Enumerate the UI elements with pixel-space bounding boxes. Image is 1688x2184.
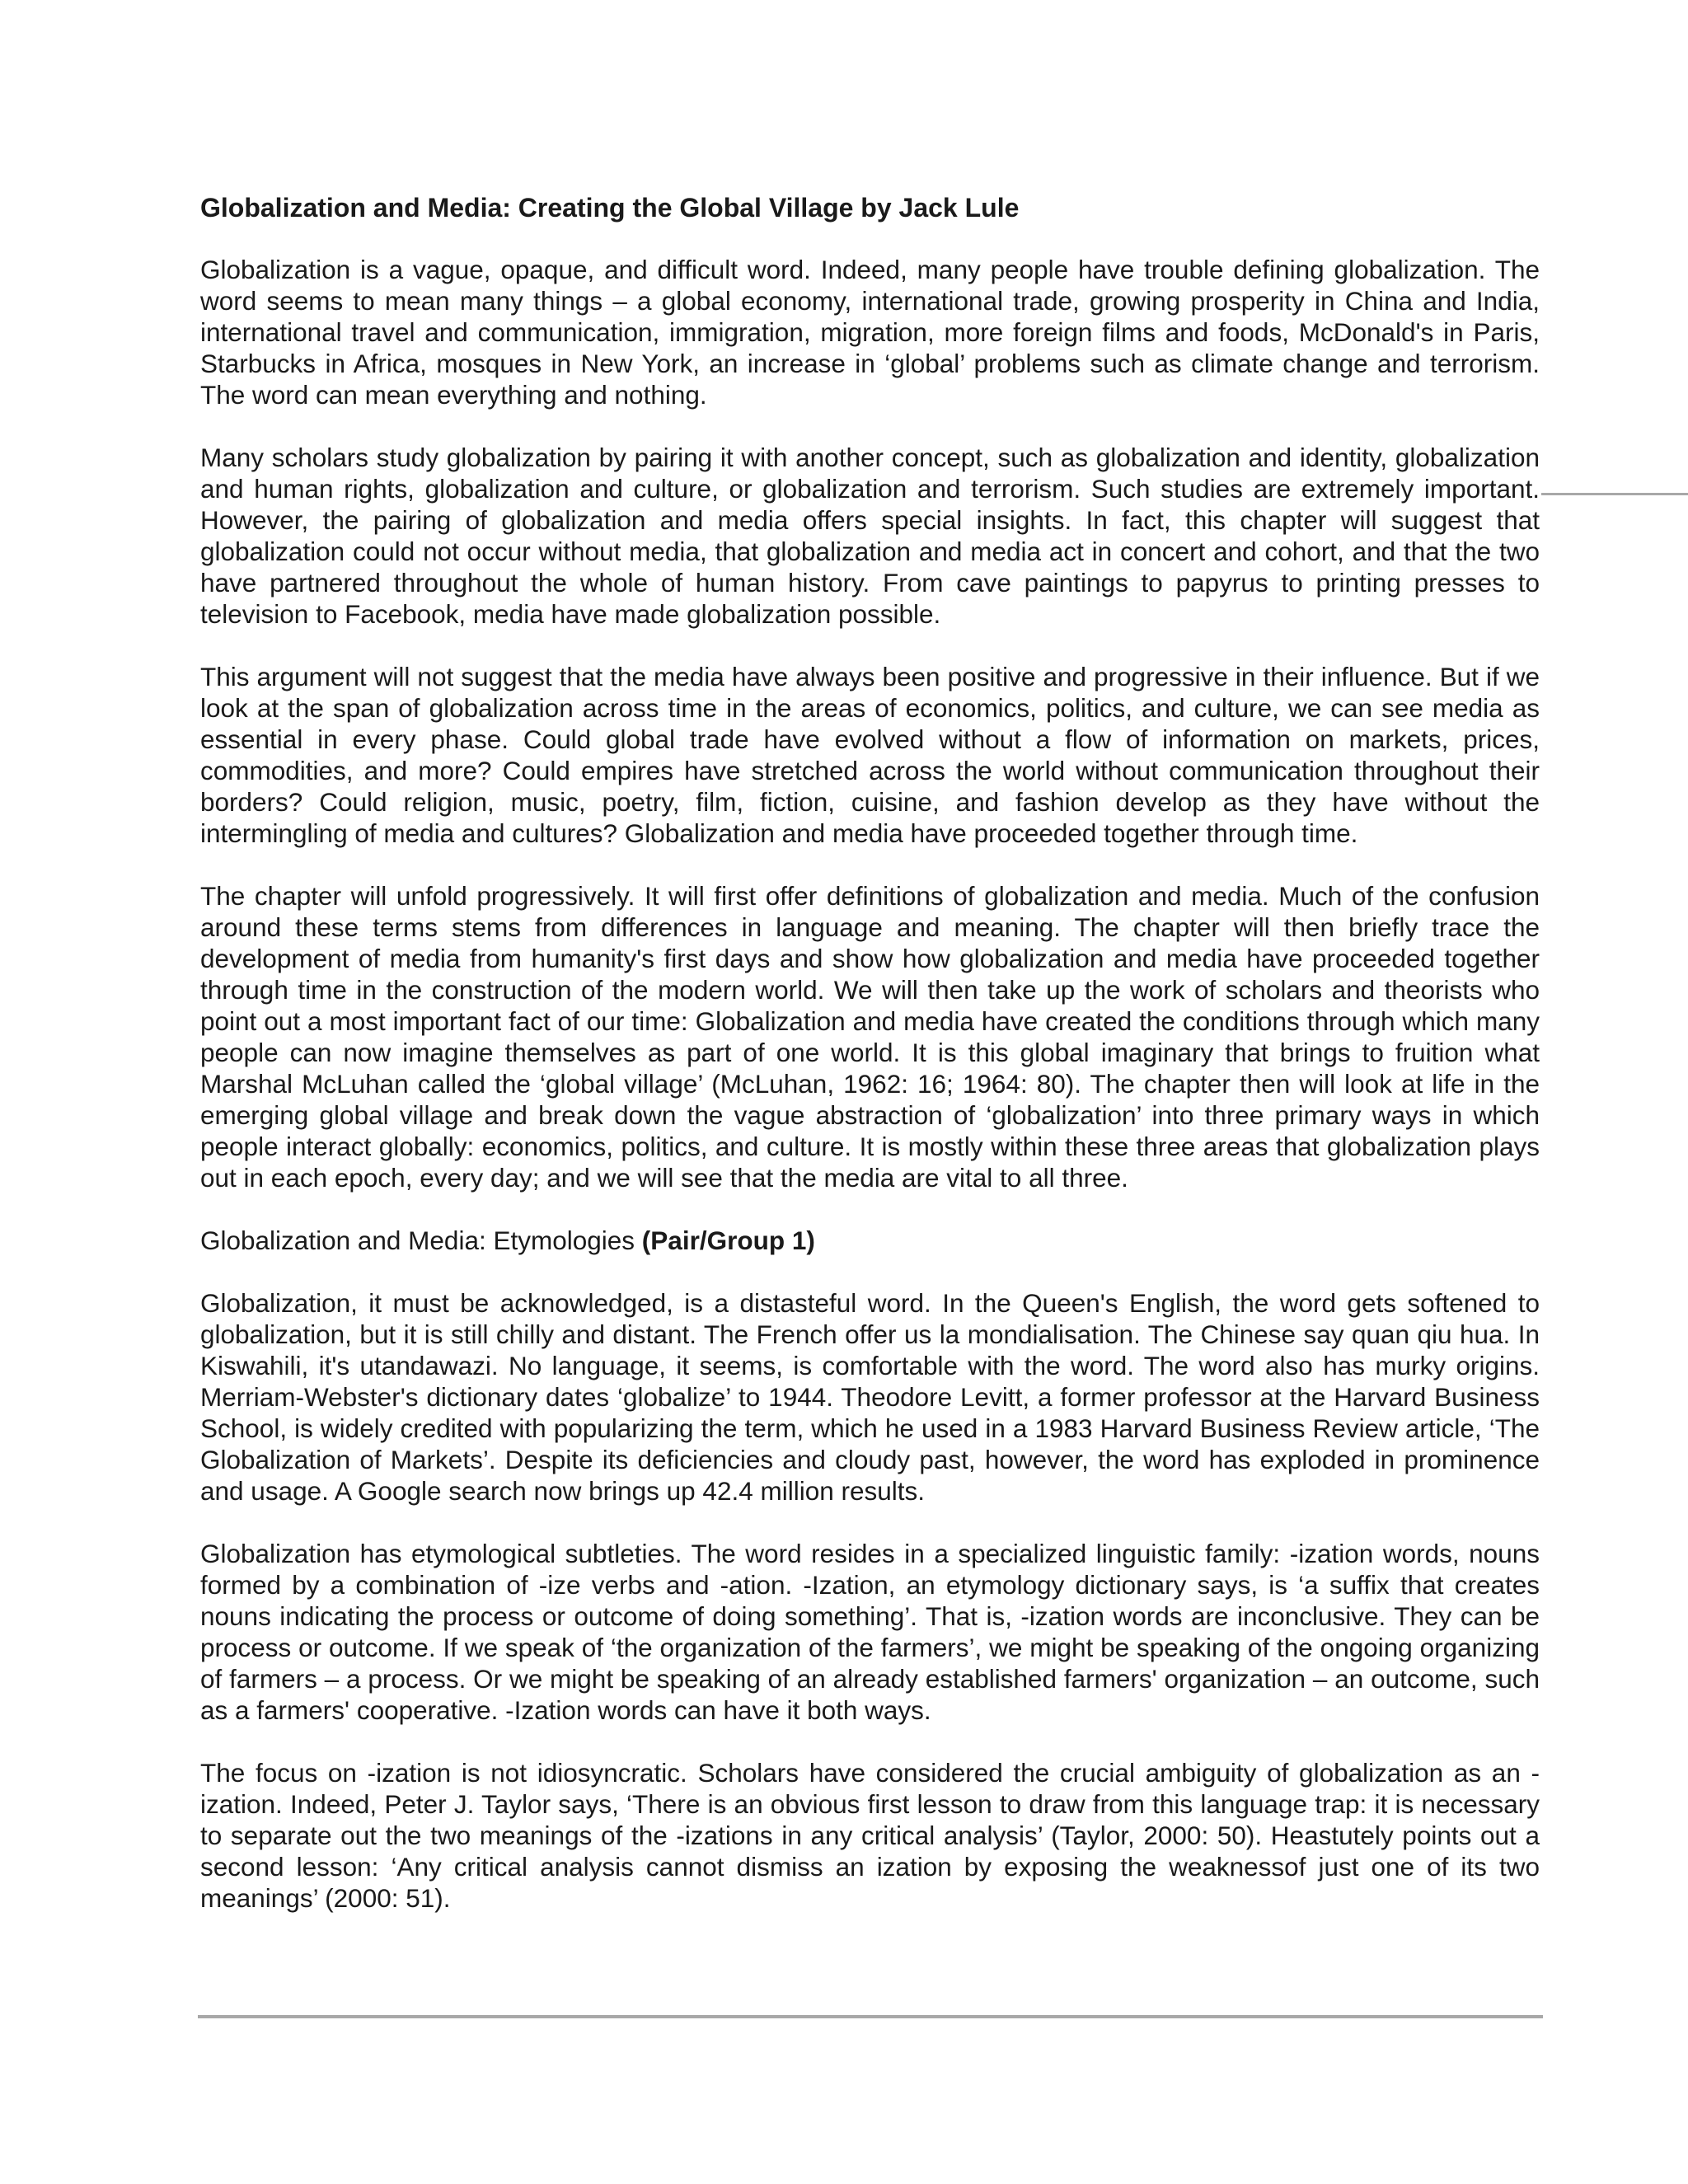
paragraph-section-3: The focus on -ization is not idiosyncratic. Scholars have considered the crucial ambiguity of globalization as an -ization. Indeed, Peter J. Taylor says, ‘There is an obvious first lesson to draw from this language trap: it is necessary to separate out the two meanings of the -izations in any critical analysis’ (Taylor, 2000: 50). Heastutely points out a second lesson: ‘Any critical analysis cannot dismiss an ization by exposing the weaknessof just one of its two meanings’ (2000: 51). — [200, 1758, 1540, 1913]
paragraph-intro-3: This argument will not suggest that the media have always been positive and progressive in their influence. But if we look at the span of globalization across time in the areas of economics, politics, and culture, we can see media as essential in every phase. Could global trade have evolved without a flow of information on markets, prices, commodities, and more? Could empires have stretched across the world without communication throughout their borders? Could religion, music, poetry, film, fiction, cuisine, and fashion develop as they have without the intermingling of media and cultures? Globalization and media have proceeded together through time. — [200, 662, 1540, 848]
section-heading-group-label: (Pair/Group 1) — [641, 1226, 815, 1255]
paragraph-intro-2: Many scholars study globalization by pairing it with another concept, such as globalization and identity, globalization and human rights, globalization and culture, or globalization and terrorism. Such studies are extremely important. However, the pairing of globalization and media offers special insights. In fact, this chapter will suggest that globalization could not occur without media, that globalization and media act in concert and cohort, and that the two have partnered throughout the whole of human history. From cave paintings to papyrus to printing presses to television to Facebook, media have made globalization possible. — [200, 443, 1540, 629]
section-heading — [200, 1225, 1540, 1256]
paragraph-intro-4: The chapter will unfold progressively. It will first offer definitions of globalization and media. Much of the confusion around these terms stems from differences in language and meaning. The chapter will then briefly trace the development of media from humanity's first days and show how globalization and media have proceeded together through time in the construction of the modern world. We will then take up the work of scholars and theorists who point out a most important fact of our time: Globalization and media have created the conditions through which many people can now imagine themselves as part of one world. It is this global imaginary that brings to fruition what Marshal McLuhan called the ‘global village’ (McLuhan, 1962: 16; 1964: 80). The chapter then will look at life in the emerging global village and break down the vague abstraction of ‘globalization’ into three primary ways in which people interact globally: economics, politics, and culture. It is mostly within these three areas that globalization plays out in each epoch, every day; and we will see that the media are vital to all three. — [200, 881, 1540, 1193]
document-page — [200, 191, 1540, 1945]
document-title: Globalization and Media: Creating the Global Village by Jack Lule — [200, 193, 1020, 223]
paragraph-section-1: Globalization, it must be acknowledged, is a distasteful word. In the Queen's English, the word gets softened to globalization, but it is still chilly and distant. The French offer us la mondialisation. The Chinese say quan qiu hua. In Kiswahili, it's utandawazi. No language, it seems, is comfortable with the word. The word also has murky origins. Merriam-Webster's dictionary dates ‘globalize’ to 1944. Theodore Levitt, a former professor at the Harvard Business School, is widely credited with popularizing the term, which he used in a 1983 Harvard Business Review article, ‘The Globalization of Markets’. Despite its deficiencies and cloudy past, however, the word has exploded in prominence and usage. A Google search now brings up 42.4 million results. — [200, 1288, 1540, 1506]
margin-rule — [1541, 493, 1688, 495]
paragraph-intro-1: Globalization is a vague, opaque, and difficult word. Indeed, many people have trouble defining globalization. The word seems to mean many things – a global economy, international trade, growing prosperity in China and India, international travel and communication, immigration, migration, more foreign films and foods, McDonald's in Paris, Starbucks in Africa, mosques in New York, an increase in ‘global’ problems such as climate change and terrorism. The word can mean everything and nothing. — [200, 255, 1540, 410]
paragraph-section-2: Globalization has etymological subtleties. The word resides in a specialized linguistic family: -ization words, nouns formed by a combination of -ize verbs and -ation. -Ization, an etymology dictionary says, is ‘a suffix that creates nouns indicating the process or outcome of doing something’. That is, -ization words are inconclusive. They can be process or outcome. If we speak of ‘the organization of the farmers’, we might be speaking of the ongoing organizing of farmers – a process. Or we might be speaking of an already established farmers' organization – an outcome, such as a farmers' cooperative. -Ization words can have it both ways. — [200, 1539, 1540, 1725]
section-heading-text: Globalization and Media: Etymologies — [200, 1226, 642, 1255]
bottom-rule — [198, 2015, 1543, 2018]
